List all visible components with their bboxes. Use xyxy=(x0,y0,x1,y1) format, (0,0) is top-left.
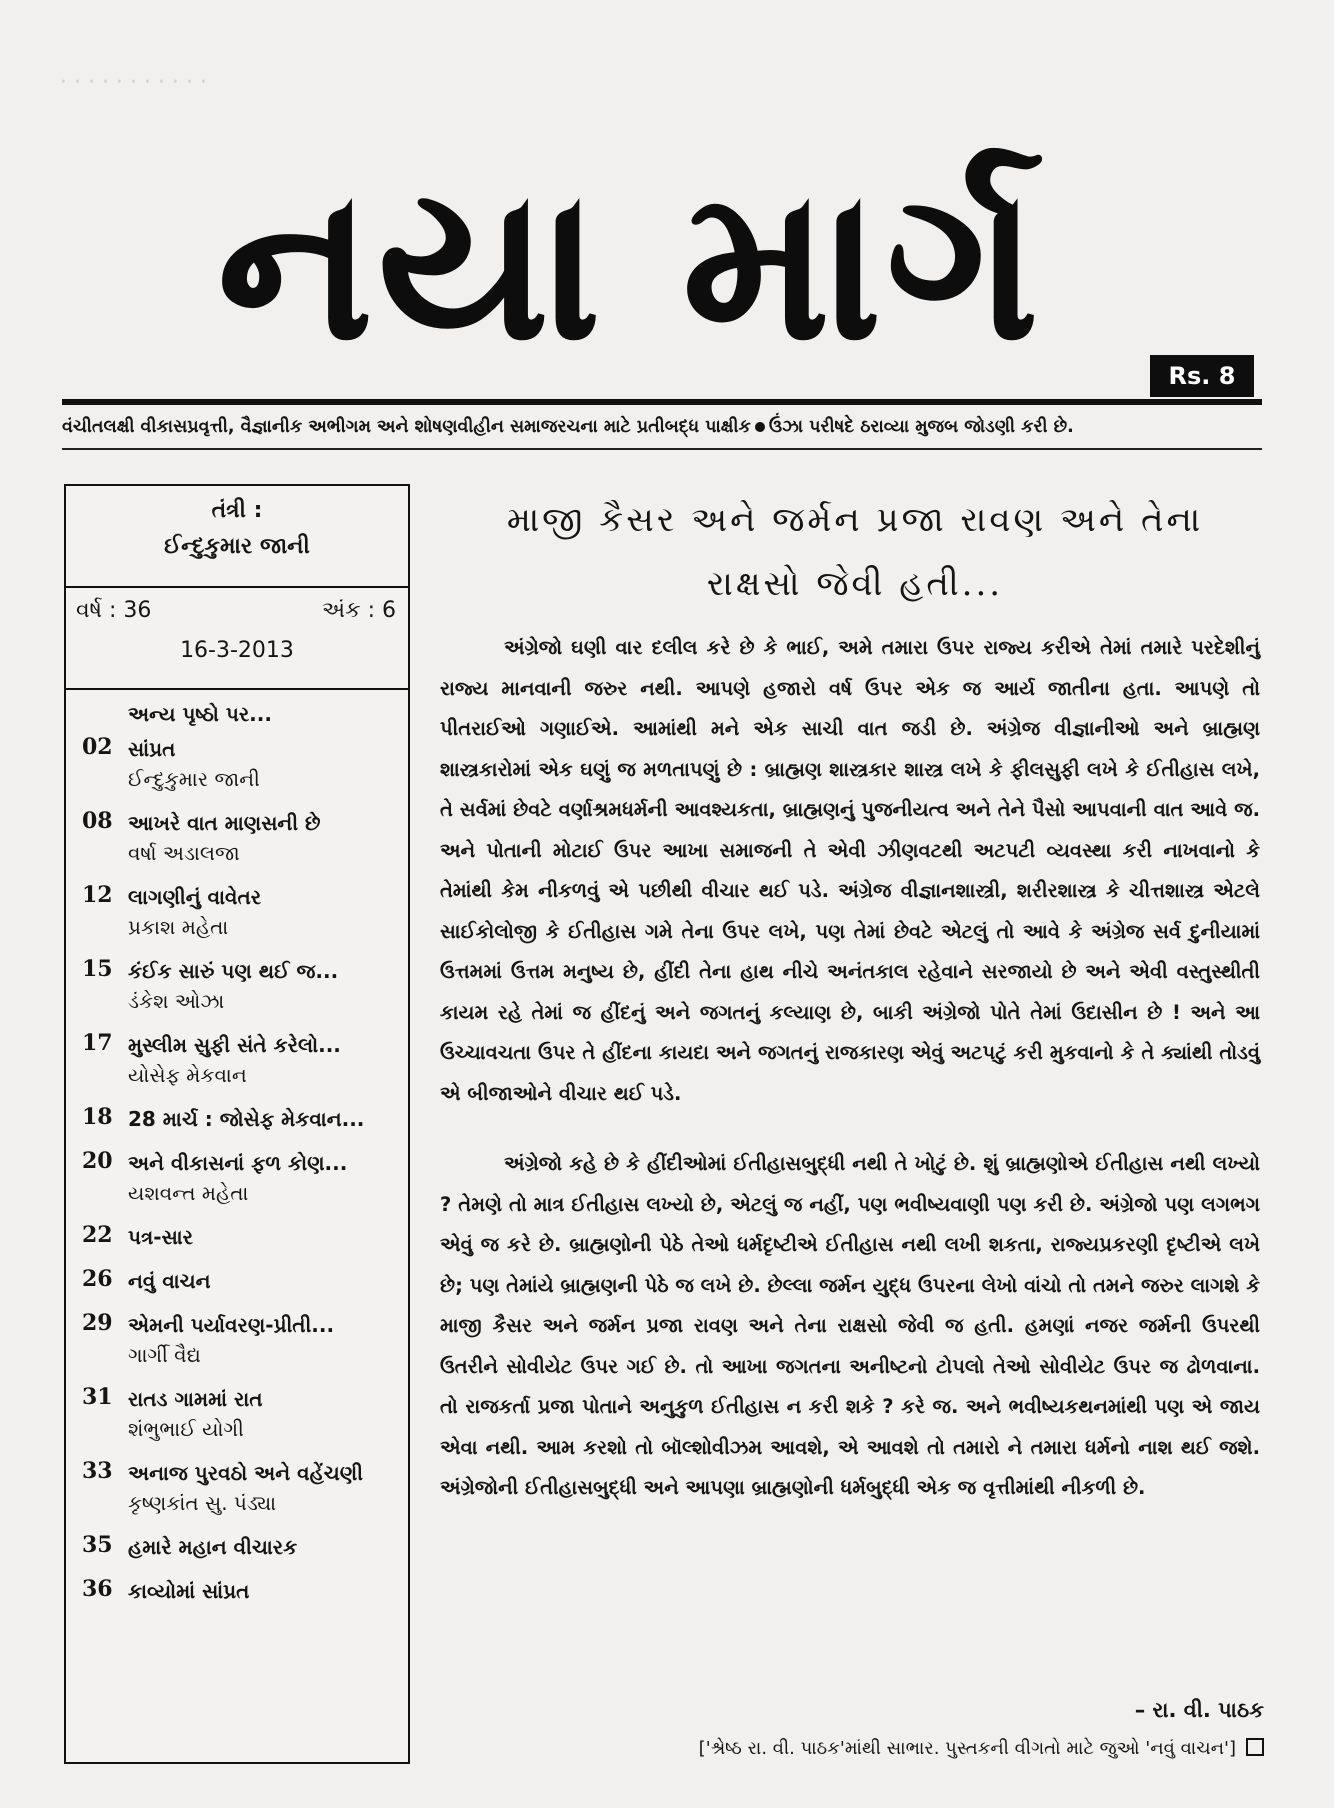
contents-page-number: 18 xyxy=(82,1104,113,1130)
contents-page-number: 22 xyxy=(82,1222,113,1248)
sidebar-contents-box xyxy=(64,484,410,1764)
source-text: ['શ્રેષ્ઠ રા. વી. પાઠક'માંથી સાભાર. પુસ્તકની વીગતો માટે જુઓ 'નવું વાચન'] xyxy=(698,1738,1236,1759)
contents-author: ગાર્ગી વૈદ્ય xyxy=(128,1343,201,1367)
contents-item xyxy=(66,734,408,794)
contents-item xyxy=(66,1222,408,1252)
issue-info xyxy=(66,588,408,690)
end-mark-icon xyxy=(1246,1738,1264,1756)
price-badge: Rs. 8 xyxy=(1150,355,1254,397)
issue-number: અંક : 6 xyxy=(321,598,396,623)
contents-page-number: 35 xyxy=(82,1532,113,1558)
contents-item xyxy=(66,808,408,868)
contents-page-number: 02 xyxy=(82,734,113,760)
contents-page-number: 31 xyxy=(82,1384,113,1410)
article-paragraph: અંગ્રેજો કહે છે કે હીંદીઓમાં ઈતીહાસબુદ્ધી નથી તે ખોટું છે. શું બ્રાહ્મણોએ ઈતીહાસ નથી લખ્યો ? તેમણે તો માત્ર ઈતીહાસ લખ્યો છે, એટલું જ નહીં, પણ ભવીષ્યવાણી પણ કરી છે. અંગ્રેજો પણ લગભગ એવું જ કરે છે. બ્રાહ્મણોની પેઠે તેઓ ધર્મદૃષ્ટીએ ઈતીહાસ નથી લખી શકતા, રાજ્યપ્રકરણી દૃષ્ટીએ લખે છે; પણ તેમાંયે બ્રાહ્મણની પેઠે જ લખે છે. છેલ્લા જર્મન યુદ્ધ ઉપરના લેખો વાંચો તો તમને જરુર લાગશે કે માજી કૈસર અને જર્મન પ્રજા રાવણ અને તેના રાક્ષસો જેવી જ હતી. હમણાં નજર જર્મની ઉપરથી ઉતરીને સોવીયેટ ઉપર ગઈ છે. તો આખા જગતના અનીષ્ટનો ટોપલો તેઓ સોવીયેટ ઉપર જ ઢોળવાના. તો રાજકર્તા પ્રજા પોતાને અનુકુળ ઈતીહાસ ન કરી શકે ? કરે જ. અને ભવીષ્યકથનમાંથી પણ એ જાય એવા નથી. આમ કરશો તો બૉલ્શોવીઝમ આવશે, એ આવશે તો તમારો ને તમારા ધર્મનો નાશ થઈ જશે. અંગ્રેજોની ઈતીહાસબુદ્ધી અને આપણા બ્રાહ્મણોની ધર્મબુદ્ધી એક જ વૃત્તીમાંથી નીકળી છે. xyxy=(440,1152,1260,1499)
headline-line: માજી કૈસર અને જર્મન પ્રજા રાવણ અને તેના xyxy=(506,500,1204,540)
contents-page-number: 33 xyxy=(82,1458,113,1484)
tagline-mission: વંચીતલક્ષી વીકાસપ્રવૃત્તી, વૈજ્ઞાનીક અભીગમ અને શોષણવીહીન સમાજરચના માટે પ્રતીબદ્ધ પાક્ષીક xyxy=(62,417,751,437)
tagline xyxy=(62,410,1262,444)
contents-title: હમારે મહાન વીચારક xyxy=(128,1535,298,1559)
contents-author: પ્રકાશ મહેતા xyxy=(128,915,229,939)
contents-item xyxy=(66,1384,408,1444)
article-headline xyxy=(440,488,1270,616)
tagline-rule xyxy=(62,448,1262,450)
contents-page-number: 20 xyxy=(82,1148,113,1174)
contents-item xyxy=(66,1148,408,1208)
contents-item xyxy=(66,1104,408,1134)
source-note xyxy=(699,1738,1264,1759)
editor-label: તંત્રી : xyxy=(211,498,263,523)
headline-line: રાક્ષસો જેવી હતી... xyxy=(706,564,1004,604)
contents-title: સાંપ્રત xyxy=(128,737,176,761)
contents-author: કૃષ્ણકાંત સુ. પંડ્યા xyxy=(128,1491,277,1515)
contents-page-number: 26 xyxy=(82,1266,113,1292)
contents-author: યશવન્ત મહેતા xyxy=(128,1181,249,1205)
contents-author: વર્ષા અડાલજા xyxy=(128,841,240,865)
masthead-title: નયા માર્ગ xyxy=(216,142,1043,387)
bleed-through-text: · · · · · · · · · · · xyxy=(60,70,207,95)
article-paragraph: અંગ્રેજો ઘણી વાર દલીલ કરે છે કે ભાઈ, અમે તમારા ઉપર રાજ્ય કરીએ તેમાં તમારે પરદેશીનું રાજ્ય માનવાની જરુર નથી. આપણે હજારો વર્ષ ઉપર એક જ આર્ય જાતીના હતા. આપણે તો પીતરાઈઓ ગણાઈએ. આમાંથી મને એક સાચી વાત જડી છે. અંગ્રેજ વીજ્ઞાનીઓ અને બ્રાહ્મણ શાસ્ત્રકારોમાં એક ઘણું જ મળતાપણું છે : બ્રાહ્મણ શાસ્ત્રકાર શાસ્ત્ર લખે કે ફીલસુફી લખે કે ઈતીહાસ લખે, તે સર્વમાં છેવટે વર્ણાશ્રમધર્મની આવશ્યકતા, બ્રાહ્મણનું પુજનીયત્વ અને તેને પૈસો આપવાની વાત આવે જ. અને પોતાની મોટાઈ ઉપર આખા સમાજની તે એવી ઝીણવટથી અટપટી વ્યવસ્થા કરી નાખવાનો કે તેમાંથી કેમ નીકળવું એ પછીથી વીચાર થઈ પડે. અંગ્રેજ વીજ્ઞાનશાસ્ત્રી, શરીરશાસ્ત્ર કે ચીત્તશાસ્ત્ર એટલે સાઈકોલોજી કે ઈતીહાસ ગમે તેના ઉપર લખે, પણ તેમાં છેવટે એટલું તો આવે કે અંગ્રેજ સર્વ દુનીયામાં ઉત્તમમાં ઉત્તમ મનુષ્ય છે, હીંદી તેના હાથ નીચે અનંતકાલ રહેવાને સરજાયો છે અને એવી વસ્તુસ્થીતી કાયમ રહે તેમાં જ હીંદનું અને જગતનું કલ્યાણ છે, બાકી અંગ્રેજો પોતે તેમાં ઉદાસીન છે ! અને આ ઉચ્ચાવચતા ઉપર તે હીંદના કાયદા અને જગતનું રાજકારણ એવું અટપટું કરી મુકવાનો કે તે ક્યાંથી તોડવું એ બીજાઓને વીચાર થઈ પડે. xyxy=(440,636,1260,1105)
contents-item xyxy=(66,1310,408,1370)
contents-title: કાવ્યોમાં સાંપ્રત xyxy=(128,1579,250,1603)
contents-item xyxy=(66,1266,408,1296)
bullet-icon xyxy=(755,422,765,432)
editor-block xyxy=(66,486,408,588)
contents-item xyxy=(66,1576,408,1606)
masthead-rule xyxy=(62,399,1262,405)
contents-page-number: 08 xyxy=(82,808,113,834)
contents-page-number: 17 xyxy=(82,1030,113,1056)
contents-title: 28 માર્ચ : જોસેફ મેકવાન... xyxy=(128,1107,365,1131)
contents-title: રાતડ ગામમાં રાત xyxy=(128,1387,263,1411)
contents-heading: અન્ય પૃષ્ઠો પર... xyxy=(128,702,272,726)
contents-page-number: 15 xyxy=(82,956,113,982)
contents-title: આખરે વાત માણસની છે xyxy=(128,811,321,835)
contents-title: અને વીકાસનાં ફળ કોણ... xyxy=(128,1151,348,1175)
contents-author: શંભુભાઈ યોગી xyxy=(128,1417,244,1441)
contents-title: નવું વાચન xyxy=(128,1269,211,1293)
issue-year: વર્ષ : 36 xyxy=(76,598,152,623)
contents-list xyxy=(66,734,408,1606)
contents-title: કંઈક સારું પણ થઈ જ... xyxy=(128,959,339,983)
contents-author: ડંકેશ ઓઝા xyxy=(128,989,225,1013)
contents-item xyxy=(66,1030,408,1090)
contents-title: પત્ર-સાર xyxy=(128,1225,194,1249)
contents-title: મુસ્લીમ સુફી સંતે કરેલો... xyxy=(128,1033,341,1057)
article-author: – રા. વી. પાઠક xyxy=(1134,1698,1264,1722)
contents-item xyxy=(66,1532,408,1562)
contents-page-number: 36 xyxy=(82,1576,113,1602)
contents-author: યોસેફ મેકવાન xyxy=(128,1063,247,1087)
article-body xyxy=(440,628,1260,1509)
contents-author: ઈન્દુકુમાર જાની xyxy=(128,767,260,791)
contents-item xyxy=(66,882,408,942)
contents-item xyxy=(66,1458,408,1518)
tagline-spelling-note: ઉંઝા પરીષદે ઠરાવ્યા મુજબ જોડણી કરી છે. xyxy=(768,417,1074,437)
issue-date: 16-3-2013 xyxy=(180,638,294,663)
contents-title: લાગણીનું વાવેતર xyxy=(128,885,262,909)
contents-title: અનાજ પુરવઠો અને વહેંચણી xyxy=(128,1461,363,1485)
contents-title: એમની પર્યાવરણ-પ્રીતી... xyxy=(128,1313,335,1337)
contents-item xyxy=(66,956,408,1016)
contents-page-number: 29 xyxy=(82,1310,113,1336)
contents-page-number: 12 xyxy=(82,882,113,908)
editor-name: ઈન્દુકુમાર જાની xyxy=(164,534,310,559)
